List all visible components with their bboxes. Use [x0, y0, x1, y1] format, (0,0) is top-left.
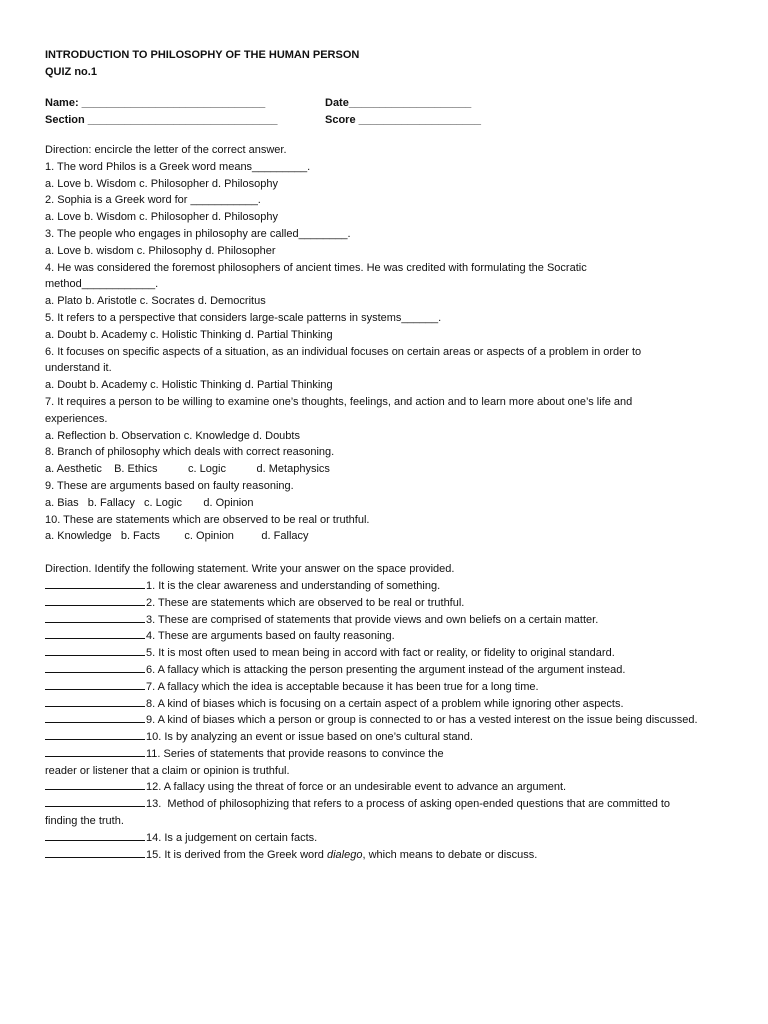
quiz-line: a. Love b. wisdom c. Philosophy d. Philosopher: [45, 244, 276, 257]
answer-blank[interactable]: [45, 796, 145, 807]
identification-item: 9. A kind of biases which a person or group is connected to or has a vested interest on the issue being discussed.: [45, 712, 735, 729]
identification-item: 10. Is by analyzing an event or issue based on one’s cultural stand.: [45, 729, 735, 746]
answer-blank[interactable]: [45, 830, 145, 841]
quiz-line: a. Love b. Wisdom c. Philosopher d. Philosophy: [45, 177, 278, 190]
quiz-line: experiences.: [45, 412, 108, 425]
identification-item: 1. It is the clear awareness and understanding of something.: [45, 578, 735, 595]
answer-blank[interactable]: [45, 729, 145, 740]
section-field[interactable]: Section _______________________________: [45, 114, 278, 126]
quiz-line: 4. He was considered the foremost philosophers of ancient times. He was credited with formulating the Socratic: [45, 261, 587, 274]
answer-blank[interactable]: [45, 578, 145, 589]
identification-item-continuation: reader or listener that a claim or opinion is truthful.: [45, 764, 290, 777]
answer-blank[interactable]: [45, 628, 145, 639]
identification-item: 4. These are arguments based on faulty reasoning.: [45, 628, 735, 645]
score-field[interactable]: Score ____________________: [325, 114, 481, 126]
document-body: [45, 47, 735, 863]
date-field[interactable]: Date____________________: [325, 97, 472, 109]
quiz-line: a. Knowledge b. Facts c. Opinion d. Fallacy: [45, 530, 309, 543]
answer-blank[interactable]: [45, 696, 145, 707]
quiz-line: method____________.: [45, 278, 159, 291]
answer-blank[interactable]: [45, 595, 145, 606]
answer-blank[interactable]: [45, 712, 145, 723]
answer-blank[interactable]: [45, 847, 145, 858]
answer-blank[interactable]: [45, 679, 145, 690]
quiz-number: QUIZ no.1: [45, 66, 97, 78]
quiz-line: 1. The word Philos is a Greek word means_________.: [45, 160, 311, 173]
student-info-fields: [45, 95, 735, 129]
quiz-line: 5. It refers to a perspective that considers large-scale patterns in systems______.: [45, 311, 442, 324]
answer-blank[interactable]: [45, 645, 145, 656]
quiz-line: 7. It requires a person to be willing to examine one’s thoughts, feelings, and action and to learn more about one’s life and: [45, 395, 633, 408]
identification-item: 12. A fallacy using the threat of force or an undesirable event to advance an argument.: [45, 779, 735, 796]
identification-section: [45, 561, 735, 863]
multiple-choice-section: [45, 142, 735, 545]
identification-item: 6. A fallacy which is attacking the person presenting the argument instead of the argument instead.: [45, 662, 735, 679]
identification-item: 13. Method of philosophizing that refers to a process of asking open-ended questions that are committed to: [45, 796, 735, 813]
identification-item: 14. Is a judgement on certain facts.: [45, 830, 735, 847]
direction-text: Direction. Identify the following statement. Write your answer on the space provided.: [45, 563, 455, 576]
quiz-line: a. Doubt b. Academy c. Holistic Thinking d. Partial Thinking: [45, 379, 333, 392]
direction-text: Direction: encircle the letter of the correct answer.: [45, 144, 287, 156]
quiz-line: 8. Branch of philosophy which deals with correct reasoning.: [45, 446, 335, 459]
quiz-line: 10. These are statements which are observed to be real or truthful.: [45, 513, 370, 526]
identification-item: 3. These are comprised of statements that provide views and own beliefs on a certain matter.: [45, 612, 735, 629]
document-title: INTRODUCTION TO PHILOSOPHY OF THE HUMAN PERSON: [45, 49, 360, 61]
quiz-line: 3. The people who engages in philosophy are called________.: [45, 227, 351, 240]
quiz-line: a. Love b. Wisdom c. Philosopher d. Philosophy: [45, 211, 278, 224]
identification-item: 5. It is most often used to mean being in accord with fact or reality, or fidelity to original standard.: [45, 645, 735, 662]
answer-blank[interactable]: [45, 746, 145, 757]
answer-blank[interactable]: [45, 779, 145, 790]
quiz-line: a. Plato b. Aristotle c. Socrates d. Democritus: [45, 295, 266, 308]
identification-item: 15. It is derived from the Greek word dialego, which means to debate or discuss.: [45, 847, 735, 864]
identification-item: 2. These are statements which are observed to be real or truthful.: [45, 595, 735, 612]
identification-item: 8. A kind of biases which is focusing on a certain aspect of a problem while ignoring other aspects.: [45, 696, 735, 713]
identification-item-continuation: finding the truth.: [45, 815, 124, 828]
name-field[interactable]: Name: ______________________________: [45, 97, 266, 109]
quiz-line: a. Doubt b. Academy c. Holistic Thinking d. Partial Thinking: [45, 328, 333, 341]
quiz-line: a. Aesthetic B. Ethics c. Logic d. Metaphysics: [45, 463, 330, 476]
quiz-line: 9. These are arguments based on faulty reasoning.: [45, 479, 294, 492]
quiz-line: understand it.: [45, 362, 112, 375]
greek-term: dialego: [326, 848, 363, 861]
answer-blank[interactable]: [45, 662, 145, 673]
identification-item: 11. Series of statements that provide reasons to convince the: [45, 746, 735, 763]
quiz-line: a. Reflection b. Observation c. Knowledge d. Doubts: [45, 429, 300, 442]
identification-item: 7. A fallacy which the idea is acceptable because it has been true for a long time.: [45, 679, 735, 696]
quiz-line: 6. It focuses on specific aspects of a situation, as an individual focuses on certain areas or aspects of a problem in order to: [45, 345, 642, 358]
quiz-line: 2. Sophia is a Greek word for ___________.: [45, 194, 261, 207]
answer-blank[interactable]: [45, 612, 145, 623]
quiz-line: a. Bias b. Fallacy c. Logic d. Opinion: [45, 496, 254, 509]
